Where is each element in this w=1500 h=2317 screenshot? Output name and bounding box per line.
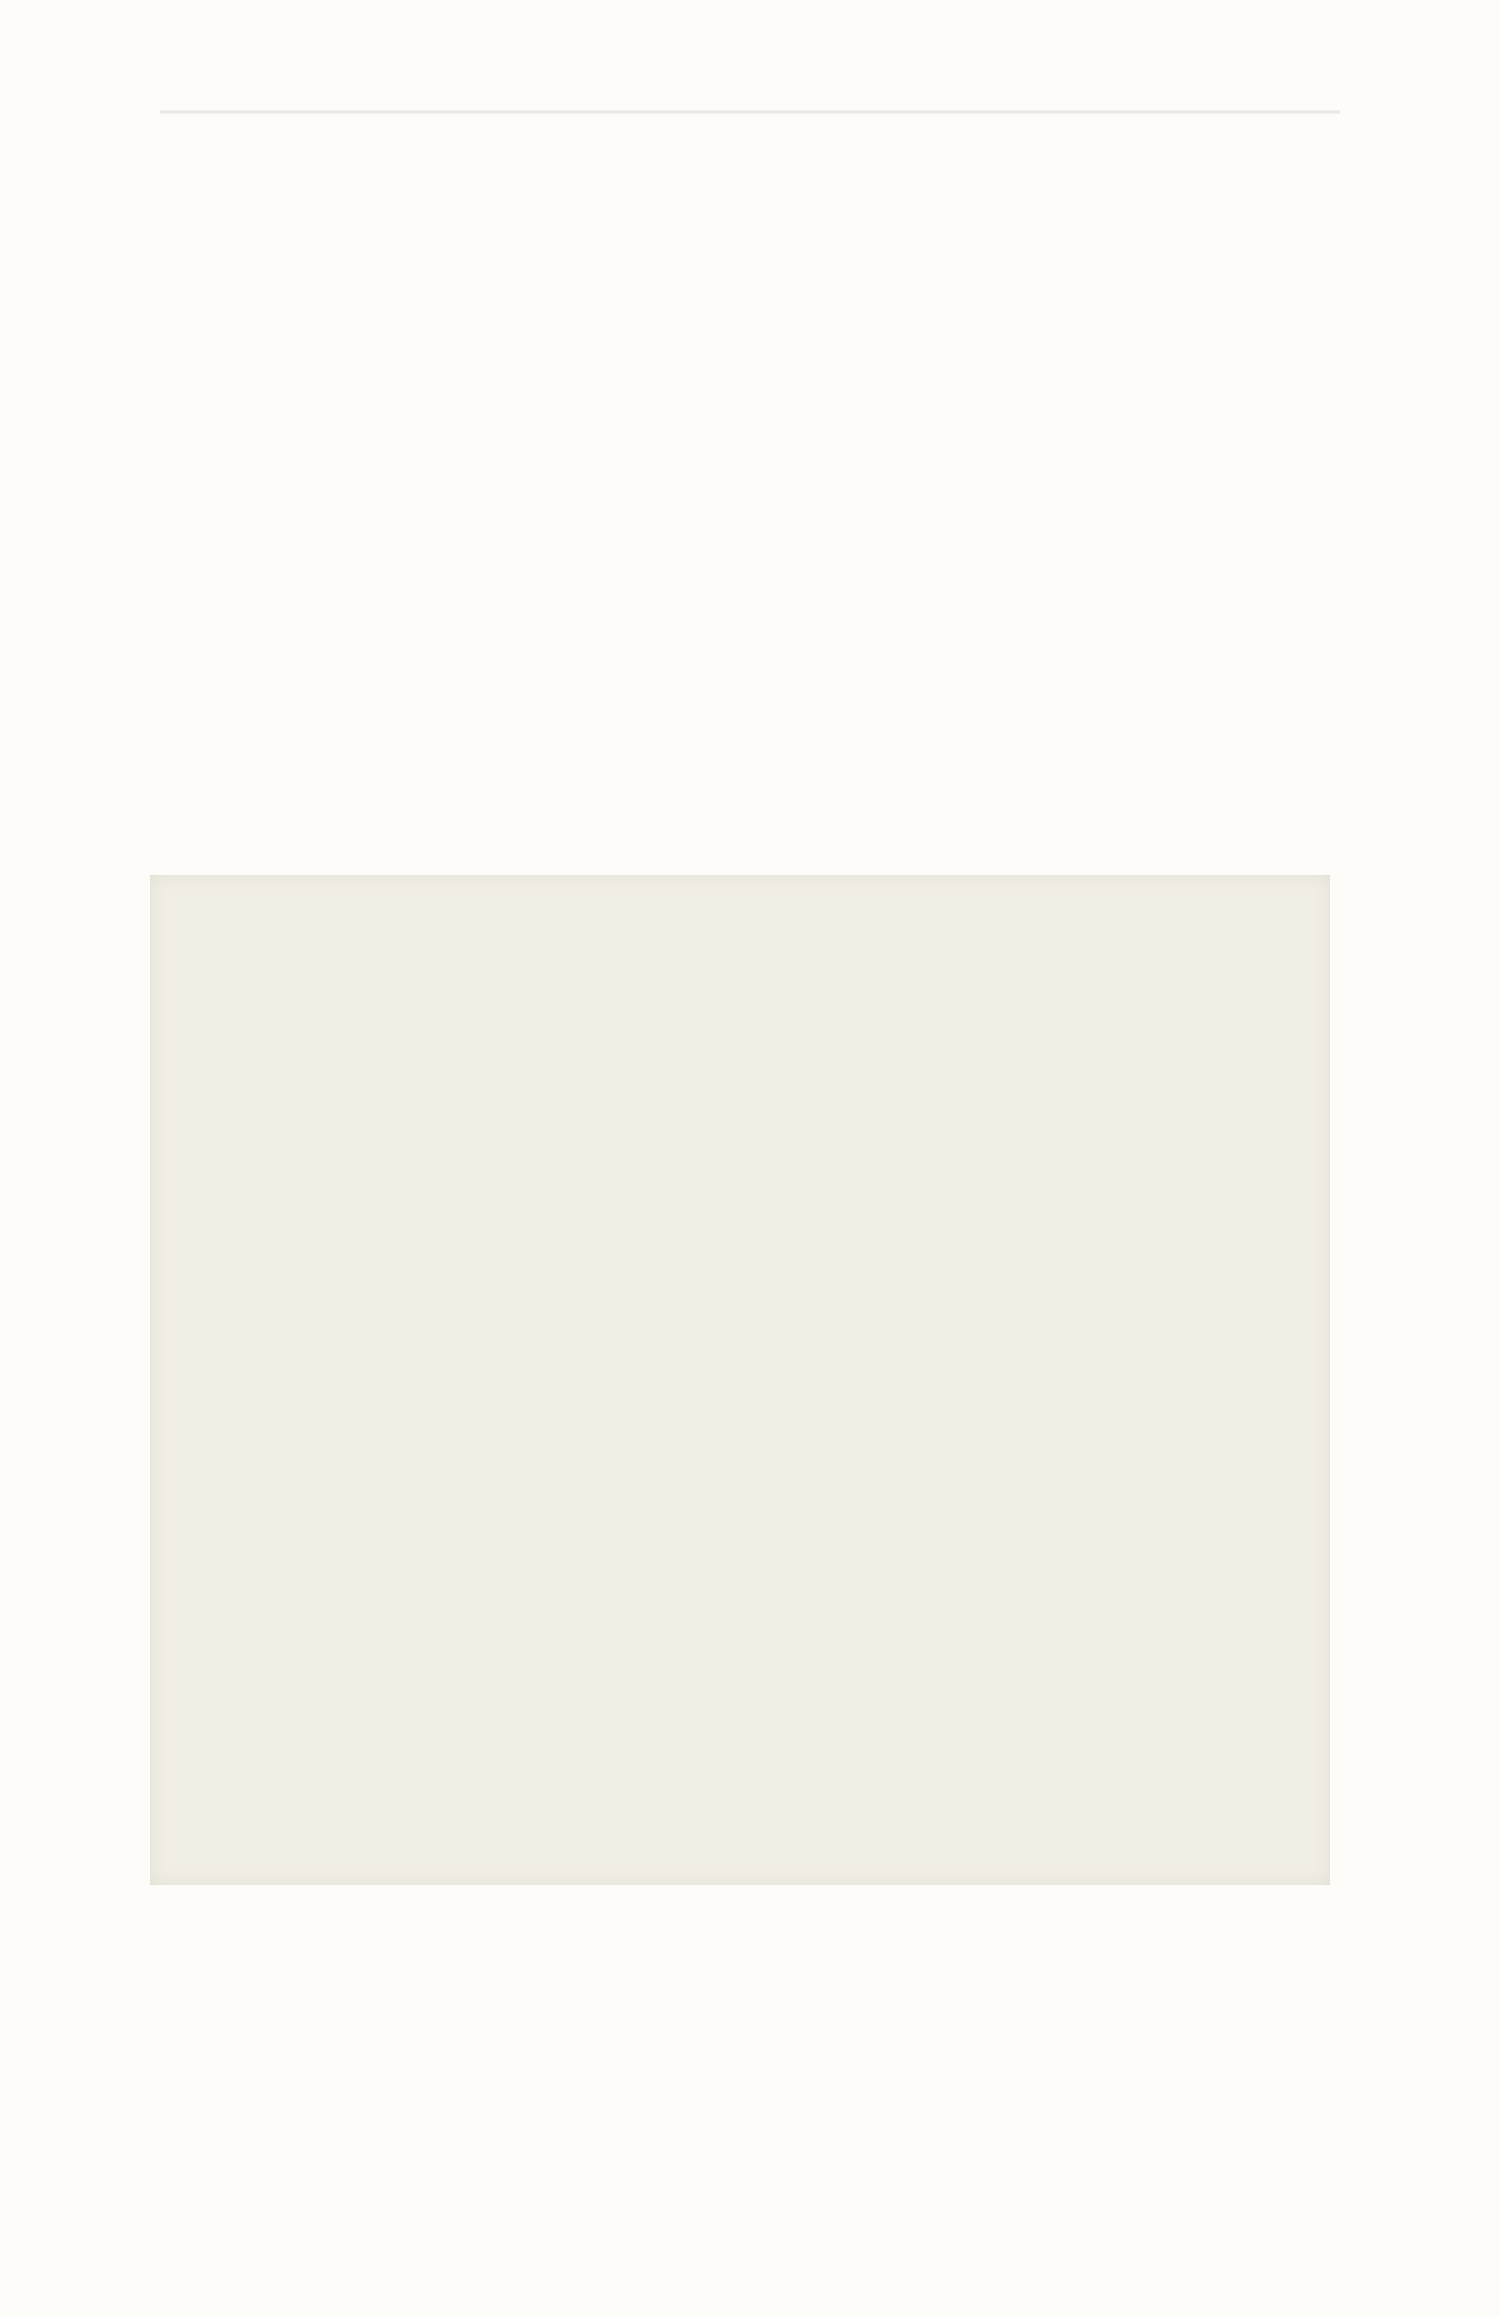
header-rule bbox=[160, 110, 1340, 114]
sidebar-box bbox=[150, 875, 1330, 1885]
